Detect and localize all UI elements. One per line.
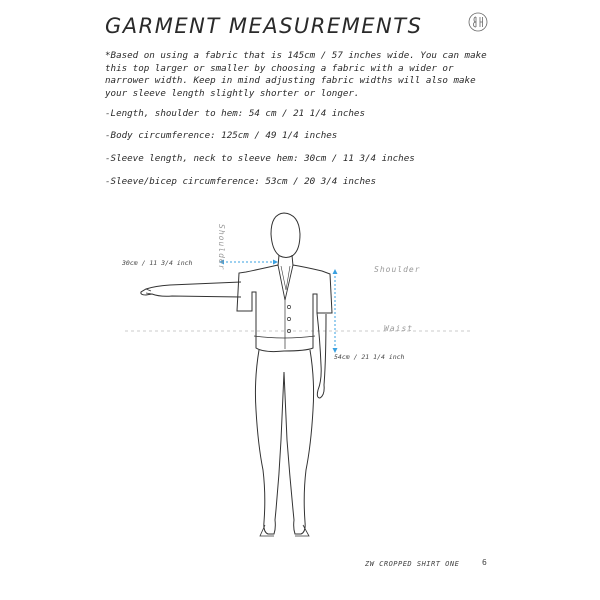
waist-label: Waist [384,324,414,333]
fabric-note: *Based on using a fabric that is 145cm / 57 inches wide. You can make this top larger or smaller by choosing a fabric with a wider or narrower width. Keep in mind adjusting fabric widths will also make your sleeve length slightly shorter or longer. [105,50,487,99]
shirt-collar [278,265,293,300]
page-number: 6 [482,558,487,567]
shirt-length-label: 54cm / 21 1/4 inch [334,353,405,361]
shirt-button [287,317,290,320]
figure-legs [255,350,313,534]
measurement-length: -Length, shoulder to hem: 54 cm / 21 1/4 inches [105,108,365,119]
arrow-right-icon [273,260,278,265]
shirt-hem-band [254,336,315,338]
sleeve-length-label: 30cm / 11 3/4 inch [122,259,193,267]
measurement-bicep-circumference: -Sleeve/bicep circumference: 53cm / 20 3/4 inches [105,176,377,187]
figure-shirt [237,265,332,352]
figure-extended-arm [141,282,241,297]
shoulder-label: Shoulder [374,265,421,274]
shoulder-vertical-label: Shoulder [217,224,226,271]
measurement-body-circumference: -Body circumference: 125cm / 49 1/4 inches [105,130,338,141]
figure-head [271,213,300,258]
figure-hanging-arm [317,313,326,398]
shirt-button [287,305,290,308]
pattern-name: ZW CROPPED SHIRT ONE [365,560,460,568]
page-title: GARMENT MEASUREMENTS [105,14,423,38]
arrow-up-icon [333,269,338,274]
measurement-sleeve-length: -Sleeve length, neck to sleeve hem: 30cm / 11 3/4 inches [105,153,415,164]
